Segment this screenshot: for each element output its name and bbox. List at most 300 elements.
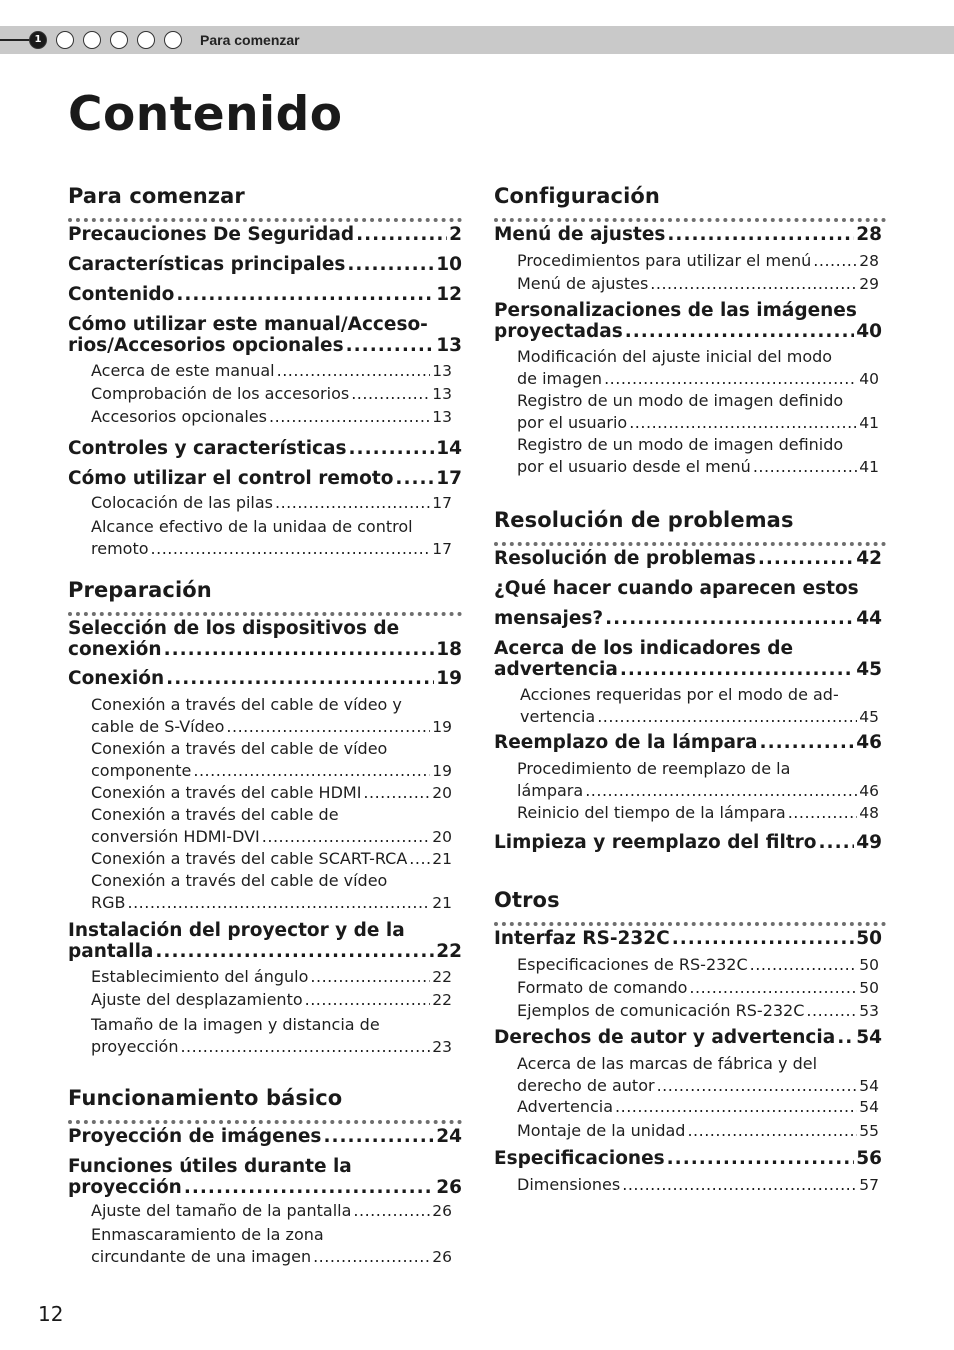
toc-entry-title-line: Conexión a través del cable de vídeo y [91, 695, 402, 714]
dot-leader [620, 659, 854, 680]
toc-entry-title: Procedimientos para utilizar el menú [517, 251, 812, 270]
toc-entry-page: 21 [432, 850, 452, 868]
toc-entry-line [91, 826, 452, 849]
toc-entry-title-line: ¿Qué hacer cuando aparecen estos [494, 578, 859, 599]
toc-subentry[interactable] [91, 870, 452, 914]
toc-entry-line [517, 802, 879, 825]
toc-entry-page: 55 [859, 1122, 879, 1140]
toc-entry-line [91, 1200, 452, 1223]
toc-subentry[interactable] [517, 1120, 879, 1143]
toc-subentry[interactable] [517, 346, 879, 390]
toc-subentry[interactable] [517, 1096, 879, 1119]
chapter-indicator [110, 31, 128, 49]
toc-entry-page: 13 [432, 408, 452, 426]
toc-section-title[interactable]: Para comenzar [68, 182, 462, 222]
toc-entry-title: cable de S-Vídeo [91, 716, 225, 736]
toc-entry-title-line: Cómo utilizar este manual/Acceso- [68, 314, 428, 335]
toc-entry-line [68, 668, 462, 689]
toc-entry-line [91, 1246, 452, 1269]
toc-entry-line [494, 224, 882, 245]
toc-entry-line [517, 1120, 879, 1143]
toc-entry-line [68, 1177, 462, 1198]
toc-entry-title: Controles y características [68, 438, 347, 459]
dot-leader [275, 492, 430, 514]
toc-entry-title: Conexión [68, 668, 165, 689]
toc-entry-line [91, 383, 452, 406]
dot-leader [323, 1126, 434, 1147]
toc-entry-page: 22 [436, 941, 462, 962]
toc-entry-line [517, 1075, 879, 1098]
toc-entry-title: proyección [68, 1177, 182, 1198]
toc-subentry[interactable] [517, 390, 879, 434]
toc-subentry[interactable] [517, 1174, 879, 1197]
dot-leader [597, 706, 857, 728]
dot-leader [625, 321, 855, 342]
toc-entry-page: 46 [859, 781, 879, 800]
toc-entry-page: 46 [856, 732, 882, 753]
toc-entry-title: Resolución de problemas [494, 548, 756, 569]
toc-entry-page: 18 [436, 639, 462, 660]
header-section-title: Para comenzar [200, 32, 300, 48]
toc-entry-page: 40 [859, 369, 879, 388]
dot-leader [657, 1075, 858, 1097]
toc-entry-page: 14 [436, 438, 462, 459]
dot-leader [819, 832, 855, 853]
toc-entry-page: 21 [432, 893, 452, 912]
toc-entry-title: Formato de comando [517, 978, 688, 997]
toc-entry-line [517, 456, 879, 479]
toc-subentry[interactable] [91, 848, 452, 871]
toc-entry-line [517, 780, 879, 803]
dot-leader [629, 412, 857, 434]
toc-entry-title-line: Alcance efectivo de la unidaa de control [91, 517, 413, 536]
toc-entry-title: Especificaciones de RS-232C [517, 955, 748, 974]
toc-entry[interactable] [68, 668, 462, 689]
dot-leader [813, 250, 857, 272]
toc-entry-line [494, 321, 882, 342]
toc-entry-page: 20 [432, 784, 452, 802]
toc-subentry[interactable] [91, 694, 452, 738]
dot-leader [622, 1174, 857, 1196]
toc-entry-page: 41 [859, 457, 879, 476]
toc-section-header [494, 182, 886, 222]
toc-entry-title: conversión HDMI-DVI [91, 826, 260, 846]
toc-entry-title: Reinicio del tiempo de la lámpara [517, 803, 786, 822]
dot-leader [758, 548, 854, 569]
dot-leader [166, 668, 434, 689]
toc-entry[interactable] [494, 1027, 882, 1048]
dot-leader [305, 989, 431, 1011]
toc-entry-title-line: Procedimiento de reemplazo de la [517, 759, 791, 778]
toc-entry-title: derecho de autor [517, 1075, 655, 1095]
toc-entry-page: 23 [432, 1037, 452, 1056]
toc-entry-title-line: Selección de los dispositivos de [68, 618, 400, 639]
toc-entry-page: 57 [859, 1176, 879, 1194]
toc-entry-page: 42 [856, 548, 882, 569]
toc-entry[interactable] [494, 224, 882, 245]
toc-entry-line [517, 1174, 879, 1197]
toc-entry-page: 45 [859, 707, 879, 726]
toc-entry-line [68, 254, 462, 275]
dot-leader [351, 383, 430, 405]
toc-entry-title: Dimensiones [517, 1175, 621, 1194]
toc-section-header [494, 506, 886, 546]
dot-leader [155, 941, 434, 962]
toc-entry-title: lámpara [517, 780, 584, 800]
toc-entry-line [91, 760, 452, 783]
toc-entry-title: por el usuario desde el menú [517, 456, 751, 476]
toc-entry-page: 54 [859, 1076, 879, 1095]
toc-entry[interactable] [494, 732, 882, 753]
toc-entry-line [517, 273, 879, 296]
toc-entry-line [494, 732, 882, 753]
toc-entry-title: Derechos de autor y advertencia [494, 1027, 836, 1048]
toc-entry[interactable] [68, 468, 462, 489]
dot-leader [667, 1148, 855, 1169]
toc-entry-line [68, 639, 462, 660]
toc-entry-title-line: Instalación del proyector y de la [68, 920, 405, 941]
toc-entry-line [91, 360, 452, 383]
toc-entry-page: 56 [856, 1148, 882, 1169]
header-bar [0, 26, 954, 54]
toc-entry-line [494, 928, 882, 949]
toc-entry-page: 44 [856, 608, 882, 629]
toc-entry-page: 19 [432, 761, 452, 780]
toc-entry-line [520, 706, 879, 729]
dot-leader [687, 1120, 857, 1142]
dot-leader [585, 780, 857, 802]
dot-leader [409, 848, 430, 870]
dot-leader [363, 782, 430, 804]
toc-subentry[interactable] [517, 434, 879, 478]
toc-entry-line [494, 659, 882, 680]
toc-entry-line [91, 966, 452, 989]
toc-entry-title-line: Tamaño de la imagen y distancia de [91, 1015, 380, 1034]
toc-entry-page: 54 [859, 1098, 879, 1116]
toc-entry[interactable] [68, 224, 462, 245]
toc-entry-line [68, 1126, 462, 1147]
dot-leader [806, 1000, 857, 1022]
toc-entry-title: pantalla [68, 941, 154, 962]
toc-subentry[interactable] [91, 492, 452, 515]
toc-entry-page: 13 [436, 335, 462, 356]
toc-entry-line [517, 1096, 879, 1119]
toc-entry-page: 22 [432, 968, 452, 986]
dot-leader [667, 224, 854, 245]
toc-entry-line [68, 224, 462, 245]
toc-entry-page: 41 [859, 413, 879, 432]
toc-entry-title-line: Personalizaciones de las imágenes [494, 300, 857, 321]
toc-entry-page: 28 [859, 252, 879, 270]
toc-entry-title: Menú de ajustes [494, 224, 666, 245]
toc-subentry[interactable] [91, 1014, 452, 1058]
toc-entry-title-line: Enmascaramiento de la zona [91, 1225, 324, 1244]
toc-subentry[interactable] [517, 250, 879, 273]
toc-entry-title: proyección [91, 1036, 179, 1056]
toc-entry-title: Ajuste del tamaño de la pantalla [91, 1201, 352, 1220]
toc-entry-page: 20 [432, 827, 452, 846]
toc-entry-title: por el usuario [517, 412, 628, 432]
toc-entry-line [517, 977, 879, 1000]
toc-entry-title: Advertencia [517, 1097, 614, 1116]
toc-entry-page: 17 [432, 494, 452, 512]
toc-entry-page: 26 [436, 1177, 462, 1198]
toc-entry-line [68, 438, 462, 459]
toc-entry-page: 49 [856, 832, 882, 853]
dot-leader [310, 966, 430, 988]
toc-section-title[interactable]: Resolución de problemas [494, 506, 886, 546]
toc-entry-page: 54 [856, 1027, 882, 1048]
toc-entry-title: vertencia [520, 706, 596, 726]
toc-entry-page: 48 [859, 804, 879, 822]
toc-subentry[interactable] [517, 1000, 879, 1023]
toc-entry-title: RGB [91, 892, 126, 912]
toc-entry-title: Cómo utilizar el control remoto [68, 468, 394, 489]
toc-entry-page: 19 [432, 717, 452, 736]
toc-entry-line [91, 989, 452, 1012]
toc-entry-title: remoto [91, 538, 149, 558]
toc-entry-line [91, 538, 452, 561]
toc-entry-title-line: Acciones requeridas por el modo de ad- [520, 685, 839, 704]
toc-entry-line [517, 954, 879, 977]
toc-subentry[interactable] [520, 684, 879, 728]
toc-entry-title-line: Acerca de las marcas de fábrica y del [517, 1054, 818, 1073]
dot-leader [750, 954, 858, 976]
toc-entry-line [91, 892, 452, 915]
toc-entry-page: 10 [436, 254, 462, 275]
toc-section-header [68, 182, 462, 222]
toc-section-header [494, 886, 886, 926]
toc-entry-title: Conexión a través del cable SCART-RCA [91, 849, 408, 868]
toc-entry[interactable] [494, 1148, 882, 1169]
toc-entry[interactable] [68, 1156, 462, 1198]
toc-entry-page: 50 [859, 979, 879, 997]
toc-section-title[interactable]: Funcionamiento básico [68, 1084, 462, 1124]
toc-subentry[interactable] [517, 758, 879, 802]
toc-entry-page: 50 [859, 956, 879, 974]
dot-leader [193, 760, 430, 782]
toc-entry-title: Accesorios opcionales [91, 407, 268, 426]
dot-leader [395, 468, 434, 489]
toc-section-title[interactable]: Configuración [494, 182, 886, 222]
toc-entry-title: mensajes? [494, 608, 604, 629]
toc-subentry[interactable] [91, 989, 452, 1012]
dot-leader [788, 802, 858, 824]
toc-entry-title-line: Conexión a través del cable de vídeo [91, 871, 388, 890]
toc-entry-title-line: Conexión a través del cable de [91, 805, 339, 824]
chapter-indicator-label: 1 [34, 34, 42, 45]
toc-entry-page: 28 [856, 224, 882, 245]
toc-entry-title: proyectadas [494, 321, 623, 342]
toc-subentry[interactable] [91, 1200, 452, 1223]
toc-entry-title: circundante de una imagen [91, 1246, 312, 1266]
dot-leader [313, 1246, 430, 1268]
toc-subentry[interactable] [91, 516, 452, 560]
toc-entry-line [494, 832, 882, 853]
page-title: Contenido [68, 87, 343, 142]
toc-entry-page: 22 [432, 991, 452, 1009]
toc-entry-line [494, 608, 882, 629]
toc-entry-title: Características principales [68, 254, 346, 275]
toc-entry-line [68, 284, 462, 305]
toc-entry[interactable] [68, 920, 462, 962]
toc-entry-page: 40 [856, 321, 882, 342]
toc-entry-page: 26 [432, 1247, 452, 1266]
toc-entry-line [494, 1027, 882, 1048]
toc-entry-page: 26 [432, 1202, 452, 1220]
toc-entry-title: Precauciones De Seguridad [68, 224, 355, 245]
toc-entry-title: Ejemplos de comunicación RS-232C [517, 1001, 805, 1020]
chapter-indicator-active [29, 31, 47, 49]
toc-entry-line [517, 412, 879, 435]
toc-entry-line [91, 492, 452, 515]
dot-leader [349, 438, 435, 459]
toc-entry-title: Ajuste del desplazamiento [91, 990, 303, 1009]
dot-leader [604, 368, 857, 390]
toc-entry-title-line: Modificación del ajuste inicial del modo [517, 347, 833, 366]
dot-leader [164, 639, 435, 660]
chapter-indicator [164, 31, 182, 49]
toc-entry-line [517, 368, 879, 391]
toc-entry-title: conexión [68, 639, 162, 660]
toc-entry[interactable] [494, 832, 882, 853]
toc-entry-title: Proyección de imágenes [68, 1126, 322, 1147]
dot-leader [151, 538, 431, 560]
toc-entry-title: Especificaciones [494, 1148, 665, 1169]
toc-entry-title: Contenido [68, 284, 175, 305]
dot-leader [760, 732, 855, 753]
toc-entry-line [91, 782, 452, 805]
dot-leader [346, 335, 435, 356]
toc-subentry[interactable] [517, 802, 879, 825]
toc-section-header [68, 1084, 462, 1124]
toc-entry-page: 19 [436, 668, 462, 689]
toc-entry-page: 2 [449, 224, 462, 245]
dot-leader [837, 1027, 854, 1048]
toc-entry-title: Montaje de la unidad [517, 1121, 686, 1140]
page-number: 12 [38, 1302, 64, 1326]
dot-leader [689, 977, 857, 999]
toc-subentry[interactable] [517, 977, 879, 1000]
toc-section-header [68, 576, 462, 616]
dot-leader [269, 406, 430, 428]
toc-entry[interactable] [68, 254, 462, 275]
toc-entry-title: Colocación de las pilas [91, 493, 273, 512]
toc-entry[interactable] [494, 638, 882, 680]
toc-entry[interactable] [494, 548, 882, 569]
toc-section-title[interactable]: Otros [494, 886, 886, 926]
toc-entry-title: Menú de ajustes [517, 274, 649, 293]
toc-subentry[interactable] [517, 1053, 879, 1097]
dot-leader [605, 608, 854, 629]
toc-subentry[interactable] [91, 406, 452, 429]
dot-leader [226, 716, 430, 738]
dot-leader [356, 224, 447, 245]
toc-subentry[interactable] [91, 383, 452, 406]
toc-entry-line [494, 548, 882, 569]
toc-entry-title-line: Conexión a través del cable de vídeo [91, 739, 388, 758]
dot-leader [672, 928, 855, 949]
toc-entry-page: 17 [432, 539, 452, 558]
toc-entry[interactable] [68, 314, 462, 356]
chapter-indicator [56, 31, 74, 49]
dot-leader [184, 1177, 434, 1198]
dot-leader [753, 456, 857, 478]
toc-subentry[interactable] [91, 966, 452, 989]
toc-entry-line [517, 1000, 879, 1023]
toc-entry-title: Acerca de este manual [91, 361, 275, 380]
toc-entry-line [68, 335, 462, 356]
toc-entry-title: Interfaz RS-232C [494, 928, 670, 949]
dot-leader [615, 1096, 857, 1118]
toc-entry-line [68, 941, 462, 962]
toc-section-title[interactable]: Preparación [68, 576, 462, 616]
chapter-indicator [83, 31, 101, 49]
toc-subentry[interactable] [517, 273, 879, 296]
toc-entry-title: de imagen [517, 368, 603, 388]
dot-leader [353, 1200, 430, 1222]
toc-entry-title: Limpieza y reemplazo del filtro [494, 832, 817, 853]
toc-entry[interactable] [494, 928, 882, 949]
toc-subentry[interactable] [91, 738, 452, 782]
toc-entry-title-line: Registro de un modo de imagen definido [517, 435, 844, 454]
dot-leader [347, 254, 434, 275]
toc-entry[interactable] [494, 300, 882, 342]
toc-entry-page: 12 [436, 284, 462, 305]
dot-leader [128, 892, 431, 914]
toc-entry-title: Comprobación de los accesorios [91, 384, 350, 403]
toc-subentry[interactable] [91, 360, 452, 383]
toc-subentry[interactable] [91, 782, 452, 805]
dot-leader [262, 826, 431, 848]
toc-entry-page: 13 [432, 385, 452, 403]
toc-entry-line [91, 716, 452, 739]
dot-leader [650, 273, 857, 295]
toc-entry-line [91, 406, 452, 429]
toc-entry-title: rios/Accesorios opcionales [68, 335, 344, 356]
toc-entry-page: 50 [856, 928, 882, 949]
toc-entry-page: 45 [856, 659, 882, 680]
toc-entry-title: componente [91, 760, 192, 780]
toc-entry-line [494, 1148, 882, 1169]
chapter-indicator [137, 31, 155, 49]
toc-entry-page: 17 [436, 468, 462, 489]
toc-entry-title: Conexión a través del cable HDMI [91, 783, 362, 802]
toc-subentry[interactable] [91, 1224, 452, 1268]
dot-leader [180, 1036, 430, 1058]
toc-entry-page: 29 [859, 275, 879, 293]
toc-subentry[interactable] [91, 804, 452, 848]
dot-leader [277, 360, 431, 382]
toc-entry-page: 53 [859, 1002, 879, 1020]
toc-entry-page: 13 [432, 362, 452, 380]
toc-entry-title: Establecimiento del ángulo [91, 967, 309, 986]
toc-subentry[interactable] [517, 954, 879, 977]
toc-entry-line [517, 250, 879, 273]
toc-entry-line [68, 468, 462, 489]
toc-entry-title-line: Acerca de los indicadores de [494, 638, 793, 659]
toc-entry-line [91, 848, 452, 871]
toc-entry[interactable] [68, 438, 462, 459]
toc-entry-title-line: Funciones útiles durante la [68, 1156, 352, 1177]
toc-entry[interactable] [494, 578, 882, 629]
toc-entry[interactable] [68, 1126, 462, 1147]
toc-entry-title-line: Registro de un modo de imagen definido [517, 391, 844, 410]
toc-entry[interactable] [68, 284, 462, 305]
toc-entry-page: 24 [436, 1126, 462, 1147]
toc-entry[interactable] [68, 618, 462, 660]
toc-entry-title: advertencia [494, 659, 618, 680]
